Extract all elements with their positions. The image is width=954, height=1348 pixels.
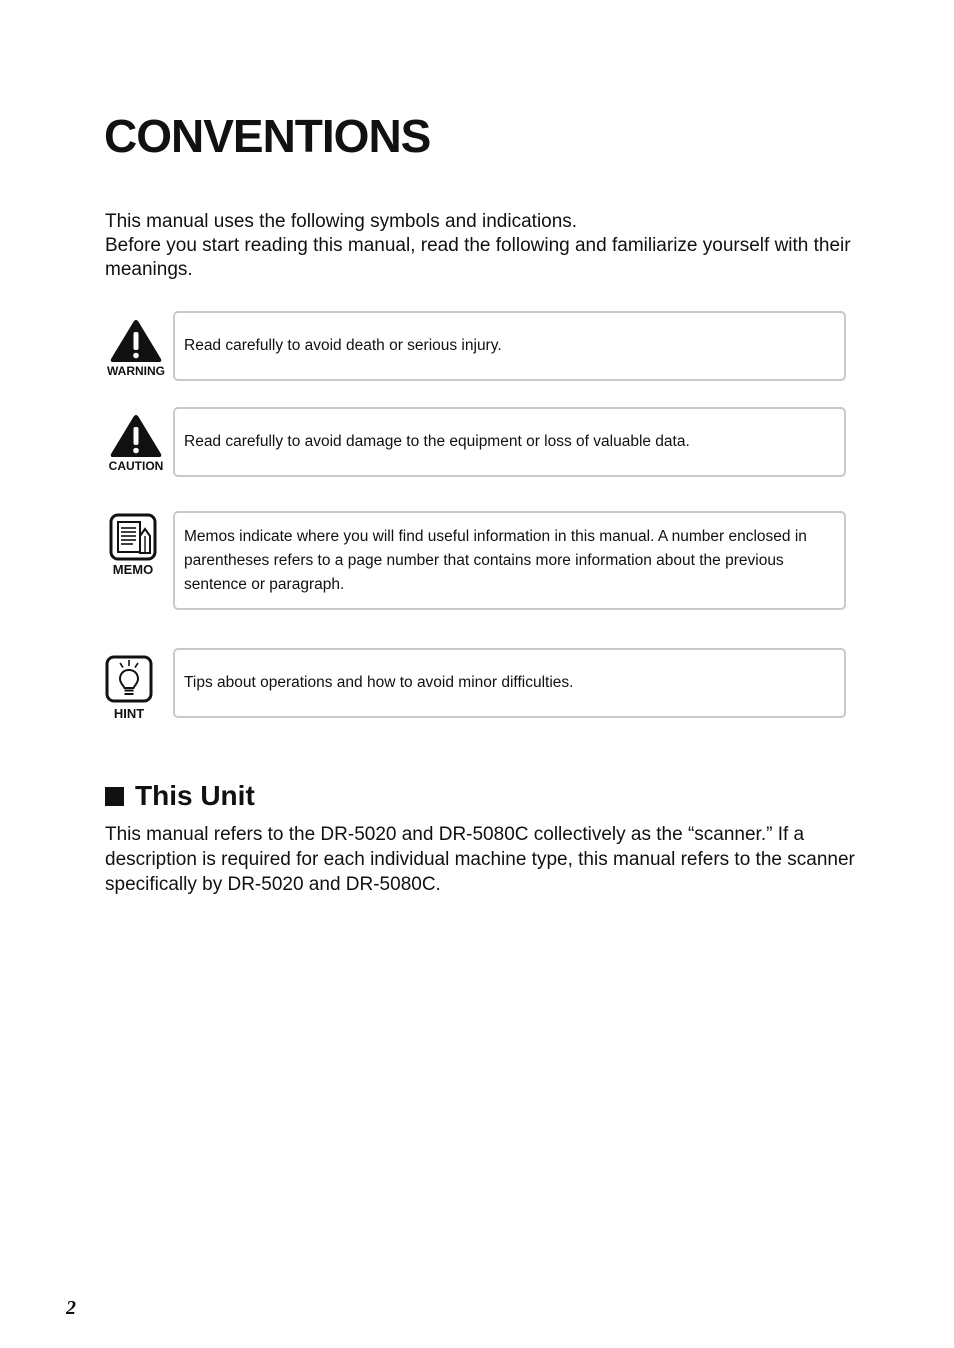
page-number: 2 bbox=[66, 1297, 76, 1319]
memo-notice-text: Memos indicate where you will find useful information in this manual. A number enclosed in parentheses refers to a page number that contains more information about the previous sentence or paragraph. bbox=[184, 527, 807, 593]
warning-notice-box bbox=[173, 311, 846, 381]
warning-symbol bbox=[104, 318, 168, 378]
memo-icon bbox=[109, 513, 157, 561]
memo-symbol bbox=[104, 513, 162, 577]
hint-icon bbox=[105, 655, 153, 703]
intro-line-1: This manual uses the following symbols and indications. bbox=[105, 211, 578, 232]
intro-line-2: Before you start reading this manual, read the following and familiarize yourself with their meanings. bbox=[105, 235, 851, 280]
bullet-square-icon bbox=[105, 787, 124, 806]
hint-notice-box bbox=[173, 648, 846, 718]
memo-notice-box bbox=[173, 511, 846, 610]
caution-notice-text: Read carefully to avoid damage to the equipment or loss of valuable data. bbox=[184, 433, 690, 450]
hint-notice-text: Tips about operations and how to avoid minor difficulties. bbox=[184, 674, 574, 691]
warning-icon bbox=[108, 318, 164, 364]
memo-label: MEMO bbox=[112, 562, 154, 577]
caution-notice-box bbox=[173, 407, 846, 477]
warning-notice-text: Read carefully to avoid death or serious injury. bbox=[184, 337, 502, 354]
intro-paragraph bbox=[105, 210, 865, 282]
section-body: This manual refers to the DR-5020 and DR-5080C collectively as the “scanner.” If a description is required for each individual machine type, this manual refers to the scanner specifically by DR-5020 and DR-5080C. bbox=[105, 824, 855, 895]
caution-symbol bbox=[104, 413, 168, 473]
hint-symbol bbox=[104, 655, 154, 721]
hint-label: HINT bbox=[113, 706, 145, 721]
section-heading-text: This Unit bbox=[135, 780, 255, 811]
caution-icon bbox=[108, 413, 164, 459]
section-heading bbox=[105, 778, 255, 814]
warning-label: WARNING bbox=[107, 364, 165, 378]
caution-label: CAUTION bbox=[108, 459, 164, 473]
page-title: CONVENTIONS bbox=[104, 110, 431, 162]
